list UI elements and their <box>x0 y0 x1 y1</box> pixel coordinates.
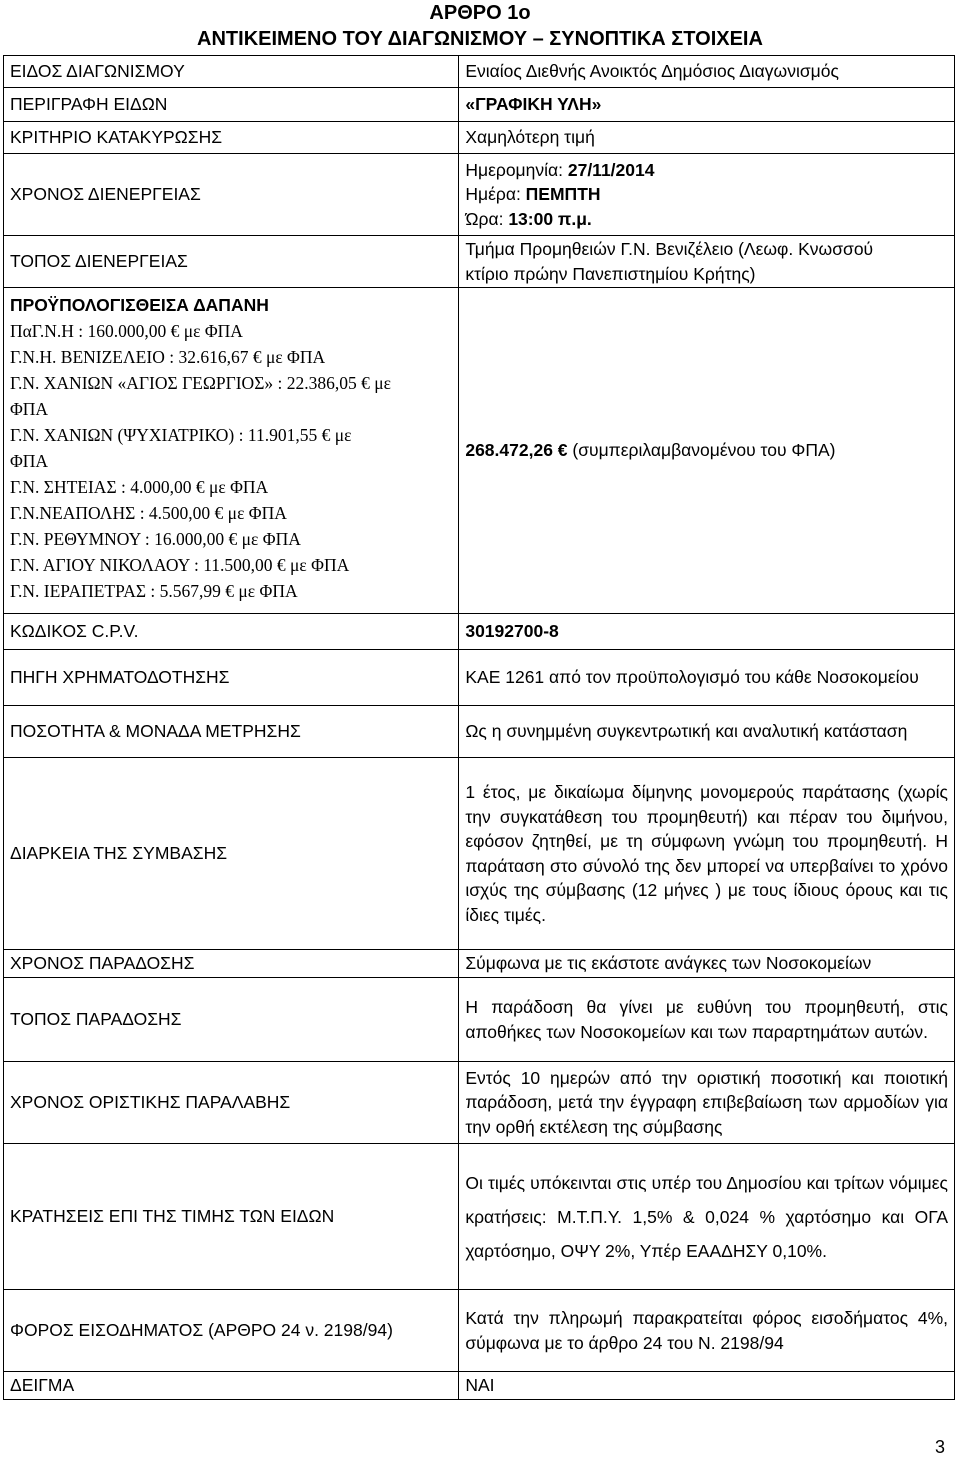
row-label: ΠΕΡΙΓΡΑΦΗ ΕΙΔΩΝ <box>4 88 459 122</box>
date-label: Ημερομηνία: <box>465 159 568 180</box>
row-value: Η παράδοση θα γίνει με ευθύνη του προμηθευτή, στις αποθήκες των Νοσοκομείων και των παραρτημάτων αυτών. <box>459 978 955 1062</box>
budget-total <box>459 288 955 614</box>
row-label: ΧΡΟΝΟΣ ΠΑΡΑΔΟΣΗΣ <box>4 950 459 978</box>
time-line <box>465 207 948 232</box>
article-heading: ΑΡΘΡΟ 1ο <box>429 2 531 24</box>
row-label: ΠΟΣΟΤΗΤΑ & ΜΟΝΑΔΑ ΜΕΤΡΗΣΗΣ <box>4 706 459 758</box>
row-value <box>459 236 955 288</box>
budget-line: Γ.Ν.ΝΕΑΠΟΛΗΣ : 4.500,00 € με ΦΠΑ <box>10 503 287 523</box>
row-value <box>459 154 955 236</box>
row-value: ΚΑΕ 1261 από τον προϋπολογισμό του κάθε Νοσοκομείου <box>459 650 955 706</box>
summary-table <box>3 55 955 1400</box>
total-amount: 268.472,26 € <box>465 440 568 461</box>
time-label: Ώρα: <box>465 208 509 229</box>
row-label: ΔΕΙΓΜΑ <box>4 1372 459 1400</box>
table-row <box>4 56 955 88</box>
row-value: Οι τιμές υπόκεινται στις υπέρ του Δημοσίου και τρίτων νόμιμες κρατήσεις: Μ.Τ.Π.Υ. 1,5% & 0,024 % χαρτόσημο και ΟΓΑ χαρτόσημο, ΟΨΥ 2%, Υπέρ ΕΑΑΔΗΣΥ 0,10%. <box>459 1144 955 1290</box>
row-label: ΔΙΑΡΚΕΙΑ ΤΗΣ ΣΥΜΒΑΣΗΣ <box>4 758 459 950</box>
budget-breakdown <box>4 288 459 614</box>
table-row <box>4 236 955 288</box>
budget-line: Γ.Ν. ΧΑΝΙΩΝ «ΑΓΙΟΣ ΓΕΩΡΓΙΟΣ» : 22.386,05 € με <box>10 373 391 393</box>
article-subheading: ΑΝΤΙΚΕΙΜΕΝΟ ΤΟΥ ΔΙΑΓΩΝΙΣΜΟΥ – ΣΥΝΟΠΤΙΚΑ ΣΤΟΙΧΕΙΑ <box>197 28 763 50</box>
budget-line: ΠαΓ.Ν.Η : 160.000,00 € με ΦΠΑ <box>10 321 243 341</box>
date-line <box>465 158 948 183</box>
row-label: ΚΩΔΙΚΟΣ C.P.V. <box>4 614 459 650</box>
row-label: ΚΡΑΤΗΣΕΙΣ ΕΠΙ ΤΗΣ ΤΙΜΗΣ ΤΩΝ ΕΙΔΩΝ <box>4 1144 459 1290</box>
table-row <box>4 706 955 758</box>
budget-line: ΦΠΑ <box>10 451 49 471</box>
total-note: (συμπεριλαμβανομένου του ΦΠΑ) <box>567 440 836 461</box>
row-label: ΤΟΠΟΣ ΠΑΡΑΔΟΣΗΣ <box>4 978 459 1062</box>
row-value: Σύμφωνα με τις εκάστοτε ανάγκες των Νοσοκομείων <box>459 950 955 978</box>
date-value: 27/11/2014 <box>567 159 655 180</box>
table-row <box>4 154 955 236</box>
row-value: Κατά την πληρωμή παρακρατείται φόρος εισοδήματος 4%, σύμφωνα με το άρθρο 24 του Ν. 2198/94 <box>459 1290 955 1372</box>
table-row <box>4 1372 955 1400</box>
table-row <box>4 758 955 950</box>
budget-line: Γ.Ν. ΧΑΝΙΩΝ (ΨΥΧΙΑΤΡΙΚΟ) : 11.901,55 € με <box>10 425 352 445</box>
row-value: «ΓΡΑΦΙΚΗ ΥΛΗ» <box>459 88 955 122</box>
row-label: ΧΡΟΝΟΣ ΔΙΕΝΕΡΓΕΙΑΣ <box>4 154 459 236</box>
row-value: Ενιαίος Διεθνής Ανοικτός Δημόσιος Διαγωνισμός <box>459 56 955 88</box>
budget-line: Γ.Ν. ΙΕΡΑΠΕΤΡΑΣ : 5.567,99 € με ΦΠΑ <box>10 581 298 601</box>
row-label: ΕΙΔΟΣ ΔΙΑΓΩΝΙΣΜΟΥ <box>4 56 459 88</box>
day-line <box>465 182 948 207</box>
table-row <box>4 1290 955 1372</box>
table-row <box>4 88 955 122</box>
row-value: ΝΑΙ <box>459 1372 955 1400</box>
budget-line: Γ.Ν. ΡΕΘΥΜΝΟΥ : 16.000,00 € με ΦΠΑ <box>10 529 301 549</box>
row-value: Εντός 10 ημερών από την οριστική ποσοτική και ποιοτική παράδοση, μετά την έγγραφη επιβεβαίωση των αρμοδίων για την ορθή εκτέλεση της σύμβασης <box>459 1062 955 1144</box>
time-value: 13:00 π.μ. <box>508 208 592 229</box>
budget-line: Γ.Ν.Η. ΒΕΝΙΖΕΛΕΙΟ : 32.616,67 € με ΦΠΑ <box>10 347 326 367</box>
row-value: 1 έτος, με δικαίωμα δίμηνης μονομερούς παράτασης (χωρίς την συγκατάθεση του προμηθευτή) και πέραν του διμήνου, εφόσον ζητηθεί, με τη σύμφωνη γνώμη του προμηθευτή. Η παράταση στο σύνολό της δεν μπορεί να υπερβαίνει το χρόνο ισχύς της σύμβασης (12 μήνες ) με τους ίδιους όρους και τις ίδιες τιμές. <box>459 758 955 950</box>
row-label: ΠΗΓΗ ΧΡΗΜΑΤΟΔΟΤΗΣΗΣ <box>4 650 459 706</box>
budget-line: Γ.Ν. ΣΗΤΕΙΑΣ : 4.000,00 € με ΦΠΑ <box>10 477 269 497</box>
venue-line-2: κτίριο πρώην Πανεπιστημίου Κρήτης) <box>465 263 756 284</box>
budget-line: Γ.Ν. ΑΓΙΟΥ ΝΙΚΟΛΑΟΥ : 11.500,00 € με ΦΠΑ <box>10 555 350 575</box>
row-value: 30192700-8 <box>459 614 955 650</box>
table-row <box>4 950 955 978</box>
budget-heading: ΠΡΟΫΠΟΛΟΓΙΣΘΕΙΣΑ ΔΑΠΑΝΗ <box>10 295 269 315</box>
day-label: Ημέρα: <box>465 184 526 205</box>
table-row <box>4 614 955 650</box>
row-value: Χαμηλότερη τιμή <box>459 122 955 154</box>
day-value: ΠΕΜΠΤΗ <box>525 184 601 205</box>
table-row <box>4 650 955 706</box>
row-label: ΚΡΙΤΗΡΙΟ ΚΑΤΑΚΥΡΩΣΗΣ <box>4 122 459 154</box>
row-label: ΧΡΟΝΟΣ ΟΡΙΣΤΙΚΗΣ ΠΑΡΑΛΑΒΗΣ <box>4 1062 459 1144</box>
row-label: ΦΟΡΟΣ ΕΙΣΟΔΗΜΑΤΟΣ (ΑΡΘΡΟ 24 ν. 2198/94) <box>4 1290 459 1372</box>
table-row <box>4 978 955 1062</box>
budget-line: ΦΠΑ <box>10 399 49 419</box>
table-row <box>4 1062 955 1144</box>
table-row <box>4 1144 955 1290</box>
table-row <box>4 288 955 614</box>
table-row <box>4 122 955 154</box>
row-value: Ως η συνημμένη συγκεντρωτική και αναλυτική κατάσταση <box>459 706 955 758</box>
venue-line-1: Τμήμα Προμηθειών Γ.Ν. Βενιζέλειο (Λεωφ. Κνωσσού <box>465 239 874 259</box>
page-number: 3 <box>934 1437 945 1457</box>
row-label: ΤΟΠΟΣ ΔΙΕΝΕΡΓΕΙΑΣ <box>4 236 459 288</box>
